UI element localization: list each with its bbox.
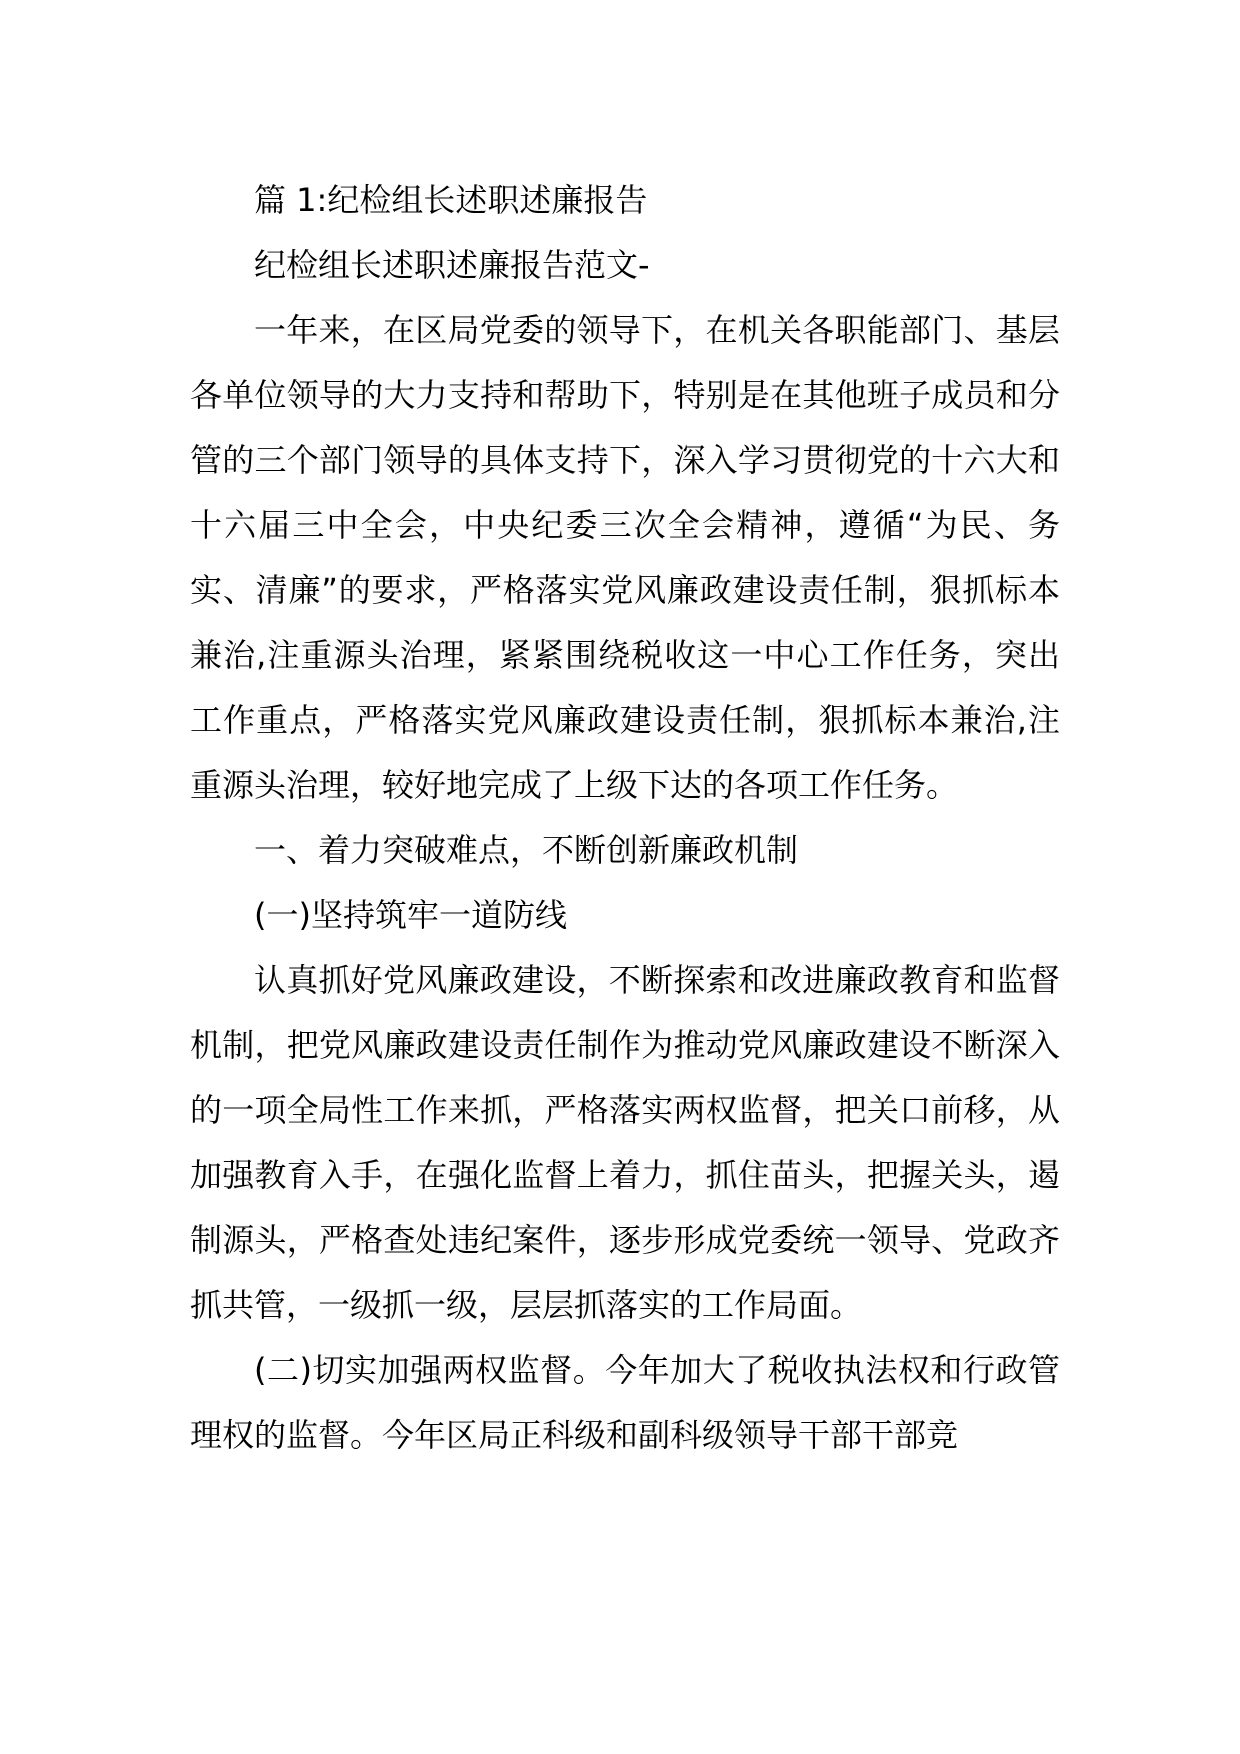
subheading-one: (一)坚持筑牢一道防线 — [254, 896, 567, 934]
heading-section-one: 一、着力突破难点，不断创新廉政机制 — [254, 831, 799, 869]
body-paragraph-two-powers: (二)切实加强两权监督。今年加大了税收执法权和行政管理权的监督。今年区局正科级和副科级领导干部干部竞 — [190, 1351, 1060, 1454]
body-paragraph-supervision: 认真抓好党风廉政建设，不断探索和改进廉政教育和监督机制，把党风廉政建设责任制作为推动党风廉政建设不断深入的一项全局性工作来抓，严格落实两权监督，把关口前移，从加强教育入手，在强化监督上着力，抓住苗头，把握关头，遏制源头，严格查处违纪案件，逐步形成党委统一领导、党政齐抓共管，一级抓一级，层层抓落实的工作局面。 — [190, 961, 1060, 1324]
body-paragraph-intro: 一年来，在区局党委的领导下，在机关各职能部门、基层各单位领导的大力支持和帮助下，特别是在其他班子成员和分管的三个部门领导的具体支持下，深入学习贯彻党的十六大和十六届三中全会，中央纪委三次全会精神，遵循“为民、务实、清廉”的要求，严格落实党风廉政建设责任制，狠抓标本兼治,注重源头治理，紧紧围绕税收这一中心工作任务，突出工作重点，严格落实党风廉政建设责任制，狠抓标本兼治,注重源头治理，较好地完成了上级下达的各项工作任务。 — [190, 311, 1060, 804]
report-subtitle: 纪检组长述职述廉报告范文- — [254, 246, 650, 284]
document-body — [190, 168, 1060, 1468]
section-title: 篇 1:纪检组长述职述廉报告 — [254, 181, 648, 219]
